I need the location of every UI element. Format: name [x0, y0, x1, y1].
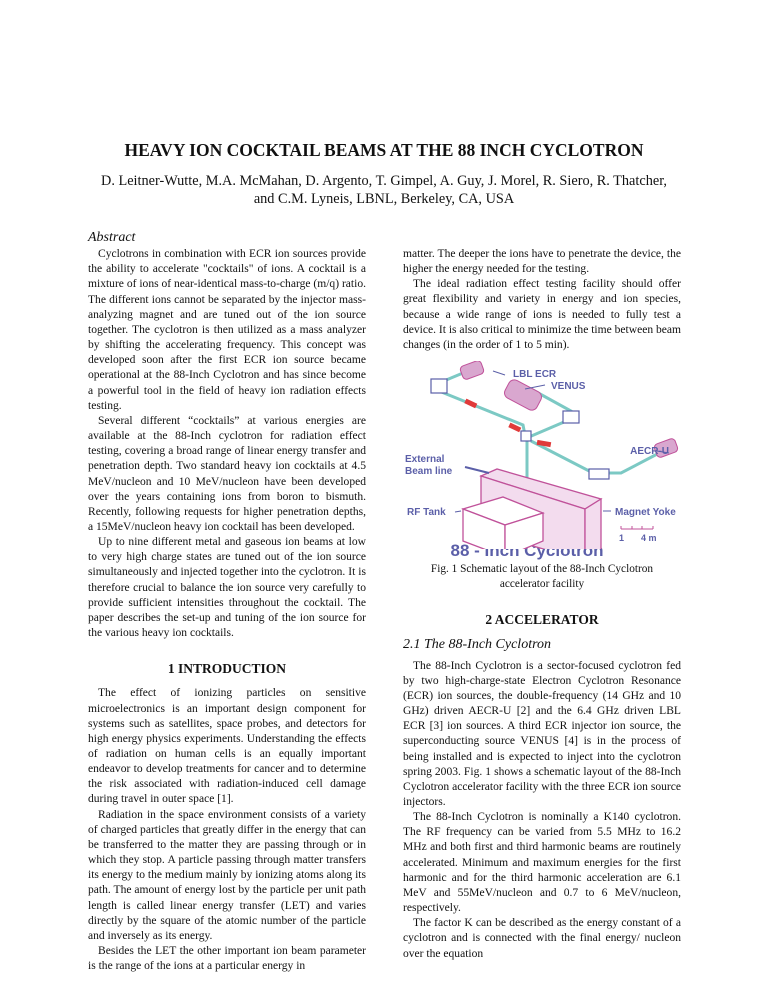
label-magnet-yoke: Magnet Yoke — [615, 507, 676, 519]
label-lbl-ecr: LBL ECR — [513, 369, 557, 381]
abstract-heading: Abstract — [88, 230, 136, 245]
body-paragraph: The ideal radiation effect testing facility should offer great flexibility and variety in energy and ion species, because a wide range of ions is needed to fully test a device. It is also critical to minimize the time between beam changes (in the order of 1 to 5 min). — [403, 278, 681, 351]
figure-title: 88 - Inch Cyclotron — [450, 541, 604, 561]
accelerator-paragraph: The 88-Inch Cyclotron is nominally a K140 cyclotron. The RF frequency can be varied from 5.5 MHz to 16.2 MHz and both first and third harmonic beams are routinely accelerated. Minimum and maximum energies for the first harmonic and for the third harmonic acceleration are 6.1 MeV and 55MeV/nucleon and 0.7 to 6 MeV/nucleon, respectively. — [403, 811, 681, 915]
label-aecr-u: AECR-U — [630, 446, 669, 458]
introduction-heading: 1 INTRODUCTION — [167, 661, 287, 677]
authors-line-1: D. Leitner-Wutte, M.A. McMahan, D. Argento, T. Gimpel, A. Guy, J. Morel, R. Siero, R. Thatcher, — [101, 173, 667, 189]
figure-cyclotron-layout — [403, 361, 681, 549]
abstract-paragraph: Cyclotrons in combination with ECR ion sources provide the ability to accelerate "cocktails" of ions. A cocktail is a mixture of ions of near-identical mass-to-charge (m/q) ratio. The different ions cannot be separated by the injector mass-analyzing magnet and are tuned out of the ion source together. The cyclotron is then utilized as a mass analyzer by shifting the accelerating frequency. This concept was developed soon after the first ECR ion source became operational at the 88-Inch Cyclotron and has since become a powerful tool in the field of heavy ion radiation effects testing. — [88, 248, 366, 412]
caption-line-2: accelerator facility — [499, 578, 585, 591]
author-list — [60, 172, 708, 208]
label-venus: VENUS — [551, 381, 586, 393]
label-beam-line: Beam line — [405, 466, 453, 478]
caption-line-1: Fig. 1 Schematic layout of the 88-Inch Cyclotron — [430, 563, 654, 576]
accelerator-heading: 2 ACCELERATOR — [485, 612, 599, 628]
label-rf-tank: RF Tank — [407, 507, 446, 519]
scale-label-4m: 4 m — [641, 533, 657, 544]
abstract-paragraph: Several different “cocktails” at various energies are available at the 88-Inch cyclotron for radiation effect testing, covering a broad range of linear energy transfer and penetration depth. Two standard heavy ion cocktails at 4.5 MeV/nucleon and 10 MeV/nucleon have been developed over the years containing ions from boron to bismuth. Recently, following requests for higher penetration depths, a 15MeV/nucleon heavy ion cocktail has been developed. — [88, 414, 366, 533]
left-column — [88, 230, 366, 974]
intro-paragraph: Besides the LET the other important ion beam parameter is the range of the ions at a particular energy in — [88, 945, 366, 973]
cyclotron-schematic — [403, 361, 681, 549]
external-beamline — [465, 467, 489, 473]
scale-bar — [621, 526, 653, 529]
label-external: External — [405, 454, 445, 466]
paper-title: HEAVY ION COCKTAIL BEAMS AT THE 88 INCH CYCLOTRON — [124, 140, 644, 160]
subsection-heading: 2.1 The 88-Inch Cyclotron — [403, 637, 552, 653]
lbl-ecr-source — [459, 361, 484, 380]
body-paragraph: matter. The deeper the ions have to penetrate the device, the higher the energy needed for the testing. — [403, 248, 681, 276]
intro-paragraph: Radiation in the space environment consists of a variety of charged particles that greatly differ in the energy that can be transferred to the matter they are passing through or in which they stop. A particle passing through matter transfers its energy to the medium mainly by ionizing atoms along its path. The amount of energy lost by the particle per unit path length is called linear energy transfer (LET) and varies directly by the square of the atomic number of the particle and inversely as its energy. — [88, 808, 366, 942]
venus-source — [502, 378, 543, 413]
accelerator-paragraph: The factor K can be described as the energy constant of a cyclotron and is connected with the final energy/ nucleon over the equation — [403, 917, 681, 960]
intro-paragraph: The effect of ionizing particles on sensitive microelectronics is an important design component for systems such as satellites, space probes, and detectors for high energy physics experiments. Understanding the effects of radiation on human cells is an equally important endeavor to develop treatments for cancer and to determine the risk associated with radiation-induced cell damage during travel in outer space [1]. — [88, 687, 366, 806]
scale-label-1: 1 — [619, 533, 625, 544]
abstract-paragraph: Up to nine different metal and gaseous ion beams at low to very high charge states are tuned out of the ion source simultaneously and injected together into the cyclotron. It is therefore crucial to balance the ion source very carefully to provide sufficient intensities throughout the cocktail. The paper describes the set-up and tuning of the ion source for the various heavy ion cocktails. — [88, 536, 366, 640]
figure-caption — [403, 562, 681, 592]
right-column — [403, 247, 681, 962]
authors-line-2: and C.M. Lyneis, LBNL, Berkeley, CA, USA — [253, 191, 515, 207]
accelerator-paragraph: The 88-Inch Cyclotron is a sector-focused cyclotron fed by two high-charge-state Electron Cyclotron Resonance (ECR) ion sources, the double-frequency (14 GHz and 10 GHz) driven AECR-U [2] and the 6.4 GHz driven LBL ECR [3] ion sources. A third ECR injector ion source, the superconducting source VENUS [4] is in the process of being installed and is expected to inject into the cyclotron spring 2003. Fig. 1 shows a schematic layout of the 88-Inch Cyclotron accelerator facility with the three ECR ion source injectors. — [403, 659, 681, 808]
